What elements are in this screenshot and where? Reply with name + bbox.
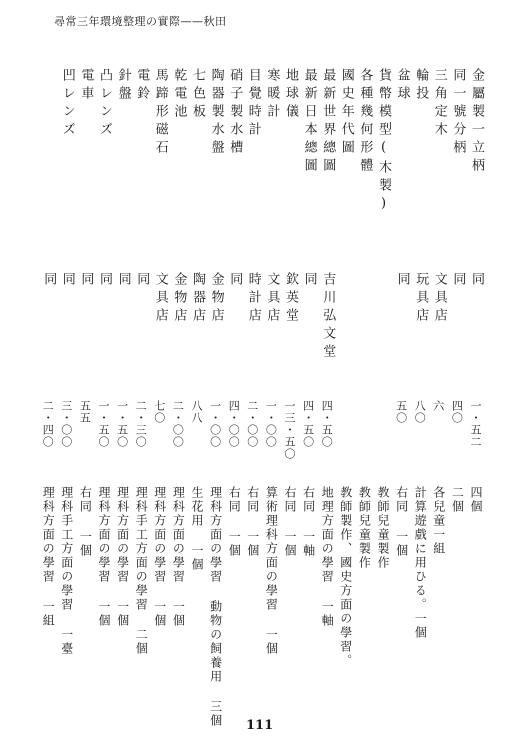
page-number: 111 [246,718,274,733]
item-name: 最新日本總圖 [301,68,317,176]
item-note: 右同 一個 [245,486,260,558]
item-name: 馬蹄形磁石 [152,68,168,158]
item-source: 同 [59,272,75,290]
item-note: 算術理科方面の學習 一個 [264,486,279,656]
running-header: 尋常三年環境整理の實際——秋田 [54,15,227,28]
item-name: 地球儀 [283,68,298,122]
item-price: 二・三〇 [134,400,148,448]
item-price: 六 [431,400,445,412]
item-name: 七色板 [190,68,205,122]
item-price: 一・〇〇 [264,400,278,448]
item-name: 凹レンズ [59,68,75,140]
item-source: 同 [301,272,317,290]
item-source: 玩具店 [413,272,429,326]
item-source: 同 [41,272,57,290]
item-price: 八八 [190,400,203,424]
item-note: 理科方面の學習 一個 [152,486,167,628]
item-price: 一三・五〇 [283,400,296,460]
item-price: 二・〇〇 [171,400,185,448]
item-source: 同 [115,272,131,290]
item-source: 時計店 [245,272,261,326]
item-name: 乾電池 [171,68,187,122]
item-note: 理科手工方面の學習 一臺 [59,486,74,656]
item-source: 文具店 [431,272,447,326]
item-source: 文具店 [264,272,280,326]
item-note: 各兒童一組 [431,486,446,556]
item-price: 二・四〇 [41,400,55,448]
item-name: 貨幣模型(木製) [376,68,391,216]
item-note: 右同 一個 [78,486,93,558]
item-source: 文具店 [152,272,168,326]
item-name: 同一號分柄 [450,68,466,158]
item-source: 金物店 [208,272,224,326]
item-note: 右同 一個 [394,486,409,558]
item-note: 理科方面の學習 一組 [41,486,56,628]
item-name: 硝子製水槽 [227,68,243,158]
item-price: 四・五〇 [320,400,334,448]
item-note: 教師兒童製作 [357,486,372,570]
item-price: 三・〇〇 [59,400,73,448]
item-name: 寒暖計 [264,68,280,122]
item-price: 一・五〇 [97,400,110,448]
item-name: 最新世界總圖 [320,68,336,176]
item-note: 理科方面の學習 一個 [171,486,186,628]
item-note: 理科手工方面の學習 二個 [134,486,149,656]
item-name: 電鈴 [134,68,150,104]
item-source: 同 [134,272,150,290]
item-note: 教師製作、國史方面の學習。 [338,486,353,668]
item-name: 針盤 [115,68,131,104]
item-name: 國史年代圖 [338,68,354,158]
item-price: 八〇 [413,400,427,424]
item-note: 理科方面の學習 一個 [97,486,111,628]
item-price: 五〇 [394,400,408,424]
item-note: 理科方面の學習 動物の飼養用 三個 [208,486,223,728]
item-source: 同 [227,272,243,290]
item-note: 右同 一個 [227,486,242,558]
item-note: 四個 [469,486,483,514]
item-note: 理科方面の學習 一個 [115,486,130,628]
item-price: 七〇 [152,400,166,424]
item-price: 一・〇〇 [208,400,222,448]
item-name: 電車 [78,68,94,104]
item-price: 四・〇〇 [227,400,241,448]
item-source: 同 [78,272,94,290]
item-source: 吉川弘文堂 [320,272,336,362]
item-source: 同 [469,272,484,290]
item-note: 教師兒童製作 [376,486,390,570]
item-name: 凸レンズ [97,68,112,140]
item-name: 目覺時計 [245,68,261,140]
item-price: 四〇 [450,400,464,424]
item-source: 同 [97,272,112,290]
item-note: 右同 一軸 [301,486,316,558]
item-note: 計算遊戲に用ひる。一個 [413,486,428,640]
item-price: 一・五〇 [115,400,129,448]
item-name: 各種幾何形體 [357,68,373,176]
item-name: 盆球 [394,68,410,104]
item-source: 同 [394,272,410,290]
item-price: 五五 [78,400,92,424]
item-source: 欽英堂 [283,272,298,326]
item-price: 一・五二 [469,400,482,448]
item-source: 同 [450,272,466,290]
item-name: 輪投 [413,68,429,104]
item-name: 金屬製一立柄 [469,68,484,176]
item-note: 生花用 一個 [190,486,204,572]
item-name: 三角定木 [431,68,447,140]
item-source: 金物店 [171,272,187,326]
item-note: 二個 [450,486,465,514]
item-name: 陶器製水盤 [208,68,224,158]
item-note: 右同 一個 [283,486,297,558]
item-price: 四・五〇 [301,400,315,448]
item-price: 二・〇〇 [245,400,259,448]
item-source: 陶器店 [190,272,205,326]
item-note: 地理方面の學習 一軸 [320,486,335,628]
